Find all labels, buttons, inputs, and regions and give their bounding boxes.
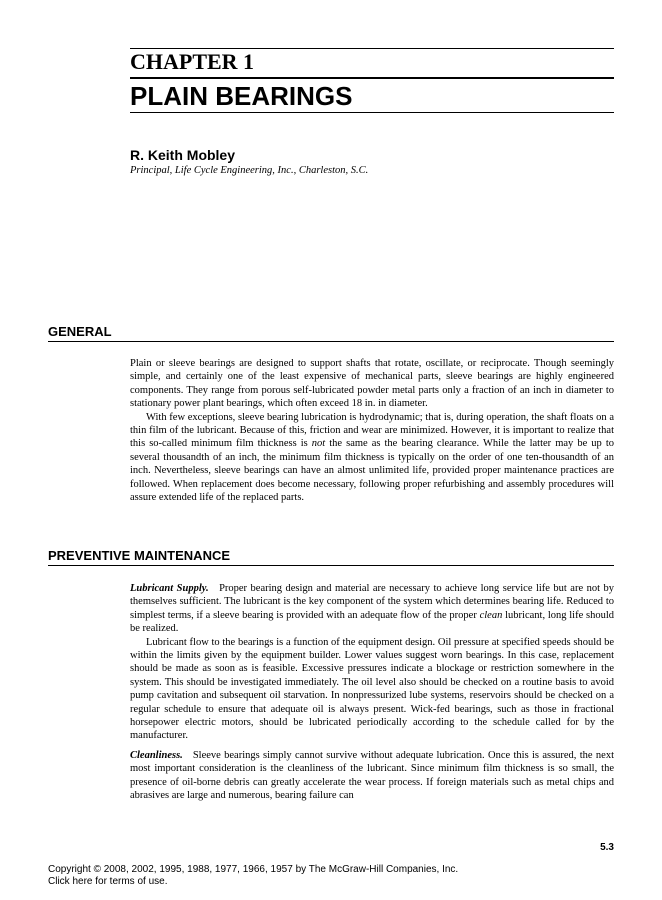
chapter-mid-rule [130,77,614,79]
chapter-label: CHAPTER 1 [130,49,255,74]
terms-of-use-link[interactable]: Click here for terms of use. [48,876,168,887]
general-heading-rule [48,341,614,342]
author-affiliation: Principal, Life Cycle Engineering, Inc., Charleston, S.C. [130,165,369,176]
section-heading-general: GENERAL [48,324,112,339]
cleanliness-paragraph [130,749,614,803]
lubricant-flow-paragraph: Lubricant flow to the bearings is a function of the equipment design. Oil pressure at specified speeds should be within the limits given by the equipment builder. Lower values suggest worn bearings. In this case, replacement should be made as soon as is feasible. Excessive pressures indicate a blockage or restriction somewhere in the system. This should be investigated immediately. The oil level also should be checked on a routine basis to avoid pump cavitation and subsequent oil starvation. In nonpressurized lube systems, reservoirs should be checked on a regular schedule to ensure that adequate oil is always present. Wick-fed bearings, such as those in fractional horsepower electric motors, should be lubricated periodically according to the schedule called for by the manufacturer. [130,636,614,742]
general-p2-text-b: the same as the bearing clearance. While the latter may be up to several thousandth of an inch, the minimum film thickness is typically on the order of one ten-thousandth of an inch. Nevertheless, sleeve bearings can have an almost unlimited life, provided proper maintenance practices are followed. When replacement does become necessary, following proper refurbishing and assembly procedures will assure extended life of the replaced parts. [130,438,614,504]
copyright-footer [48,864,458,888]
lubricant-supply-paragraph [130,582,614,636]
preventive-section-body [130,582,614,803]
lubricant-p1-emphasis: clean [479,609,503,621]
lubricant-p1-text-b: lubricant, long life should be realized. [130,609,615,635]
general-p2-emphasis: not [311,438,326,450]
cleanliness-text: Sleeve bearings simply cannot survive without adequate lubrication. Once this is assured, the next most important consideration is the cleanliness of the lubricant. Since minimum film thickness is so small, the presence of oil-borne debris can greatly accelerate the wear process. If foreign materials such as metal chips and abrasives are large and numerous, bearing failure can [130,749,615,802]
general-paragraph-1: Plain or sleeve bearings are designed to support shafts that rotate, oscillate, or reciprocate. Though seemingly simple, and certainly one of the least expensive of mechanical parts, sleeve bearings are highly engineered components. They range from porous self-lubricated powder metal parts only a fraction of an inch in diameter to stationary power plant bearings, which often exceed 18 in. in diameter. [130,358,614,410]
chapter-bottom-rule [130,112,614,113]
general-paragraph-2 [130,411,614,505]
author-name: R. Keith Mobley [130,147,236,163]
general-section-body [130,357,614,504]
lubricant-supply-runin: Lubricant Supply. [130,583,209,594]
page-number: 5.3 [600,842,614,853]
section-heading-preventive-maintenance: PREVENTIVE MAINTENANCE [48,548,231,563]
general-p2-text-a: With few exceptions, sleeve bearing lubrication is hydrodynamic; that is, during operation, the shaft floats on a thin film of the lubricant. Because of this, friction and wear are minimized. However, it is important to realize that this so-called minimum film thickness is [130,411,614,450]
copyright-text: Copyright © 2008, 2002, 1995, 1988, 1977, 1966, 1957 by The McGraw-Hill Companies, Inc. [48,864,459,875]
preventive-heading-rule [48,565,614,566]
cleanliness-runin: Cleanliness. [130,749,183,761]
lubricant-p1-text-a: Proper bearing design and material are necessary to achieve long service life but are not by themselves sufficient. The lubricant is the key component of the system which determines bearing life. Reduced to simplest terms, if a sleeve bearing is provided with an adequate flow of the proper [130,583,614,621]
chapter-title: PLAIN BEARINGS [130,81,353,111]
